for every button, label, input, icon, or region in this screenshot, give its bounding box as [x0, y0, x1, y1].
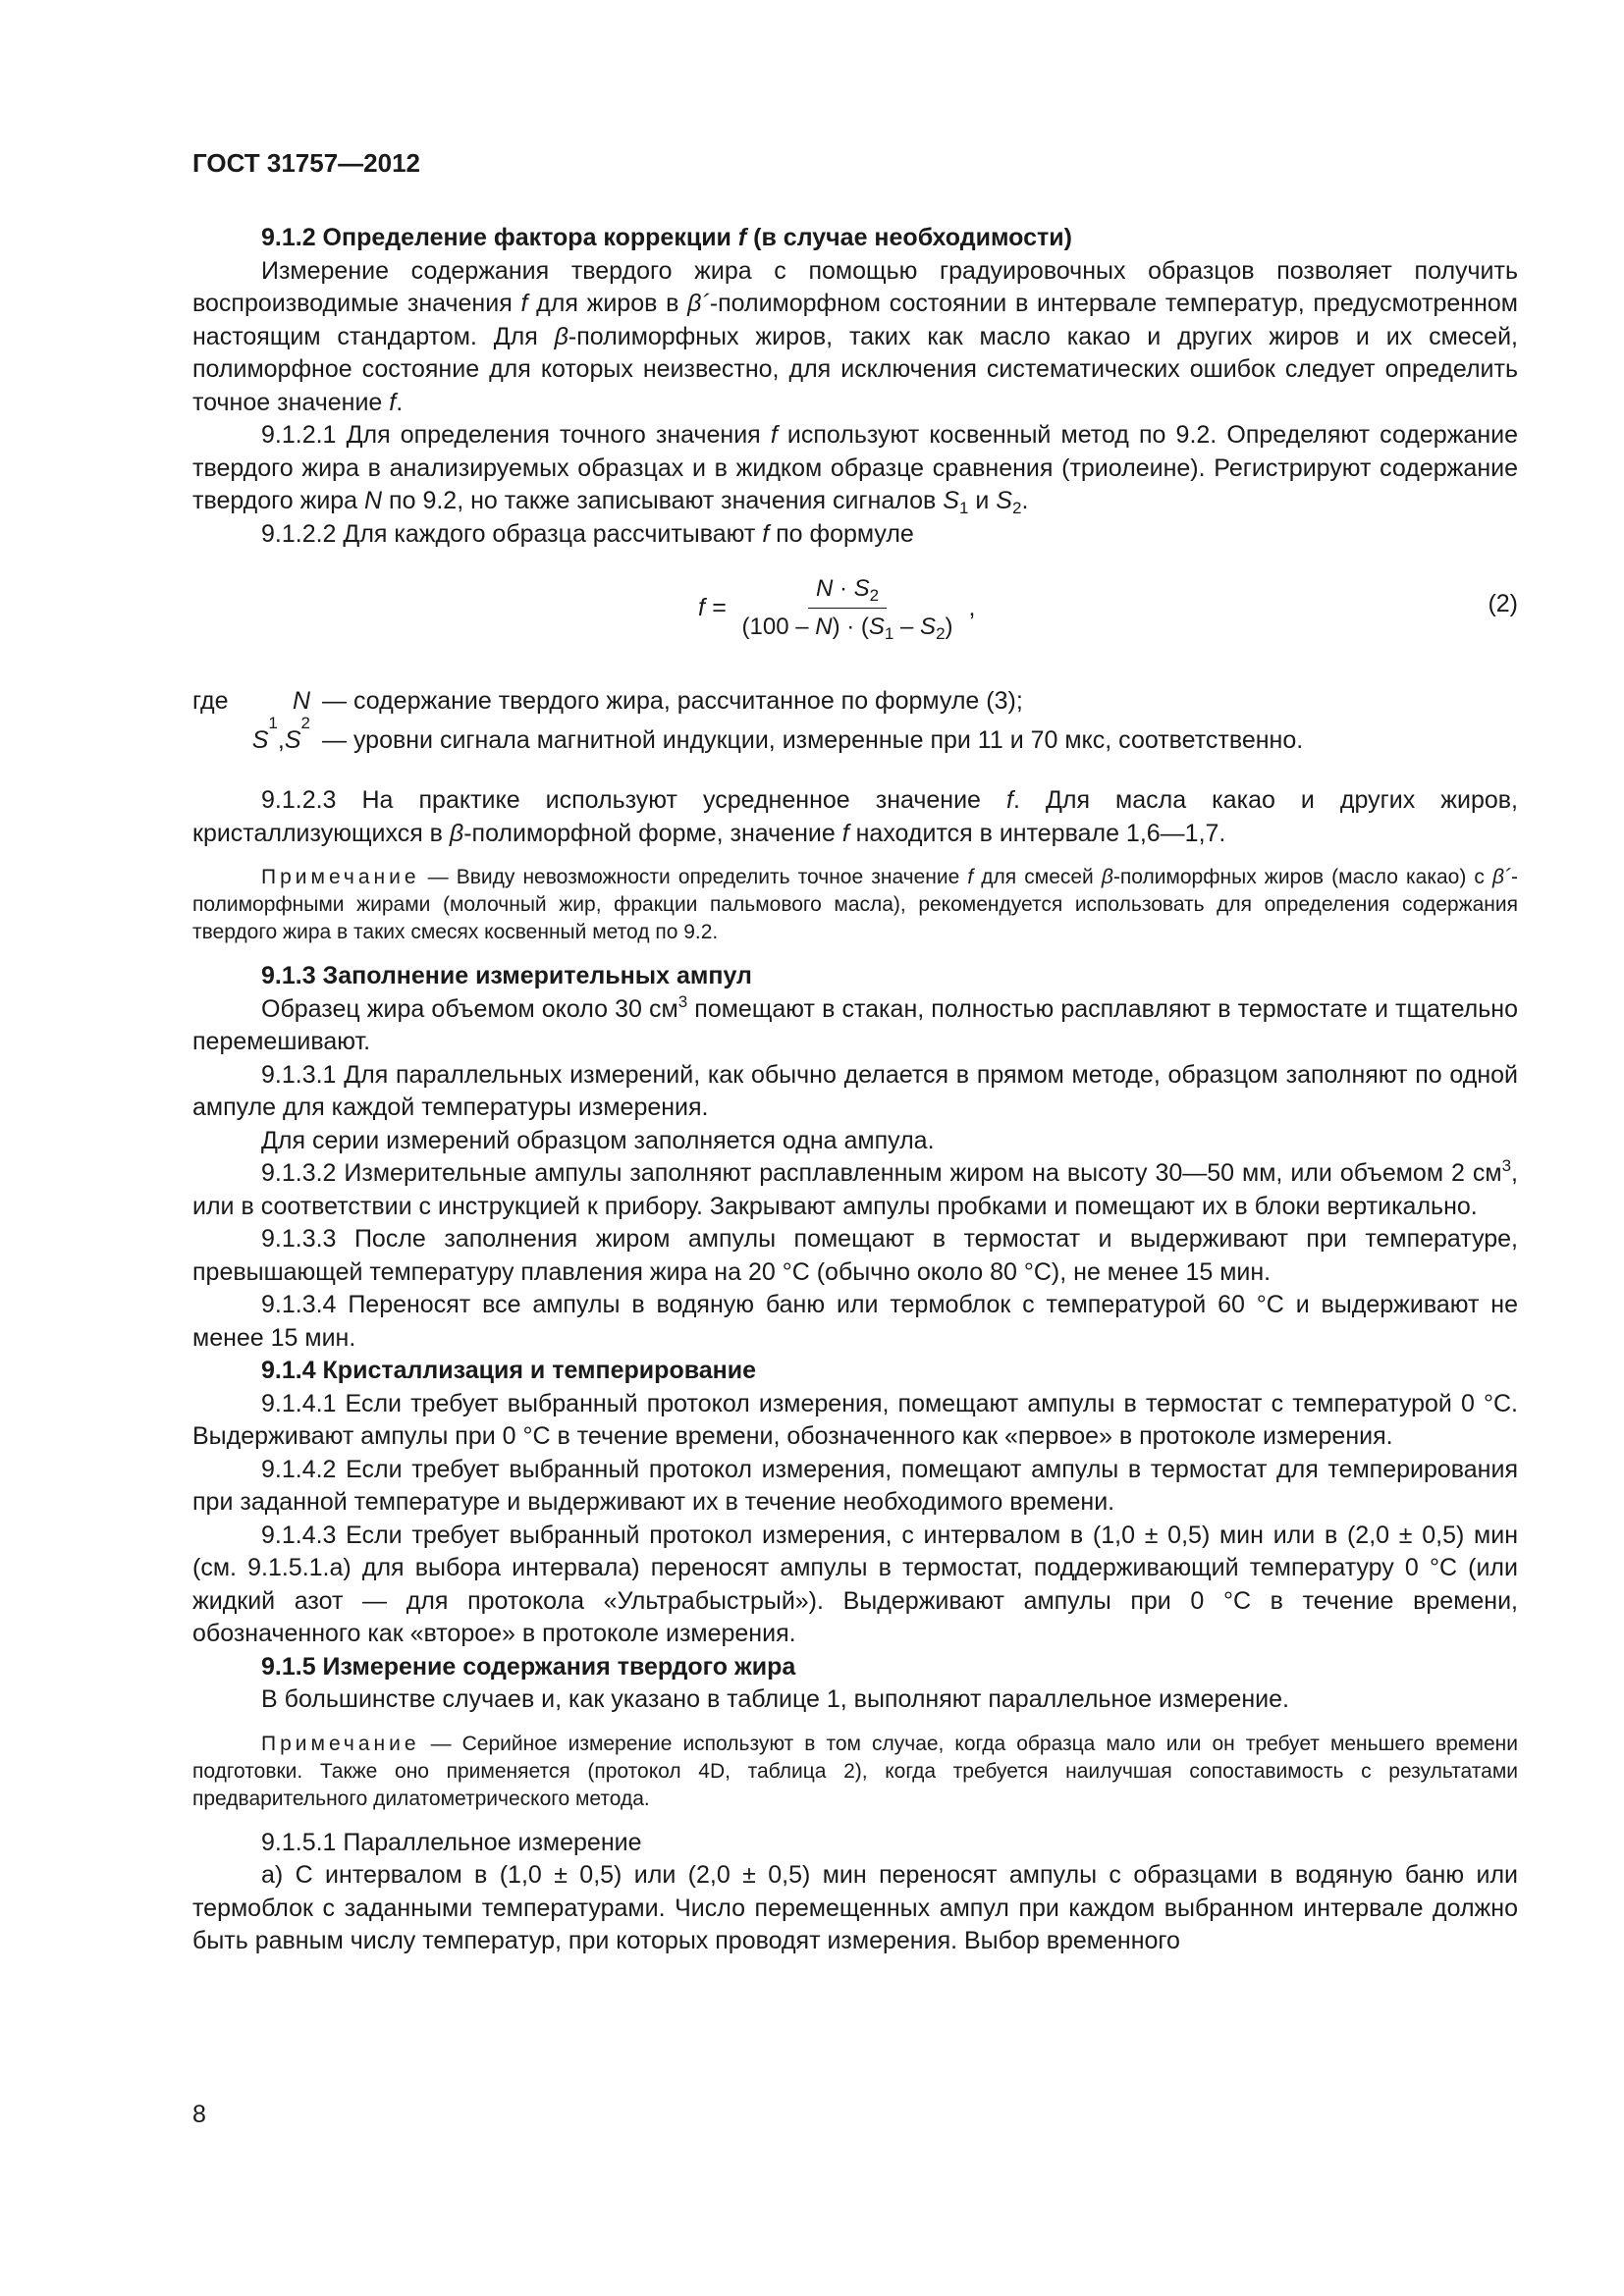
equation-number: (2): [1488, 590, 1518, 617]
definition-text: — уровни сигнала магнитной индукции, измеренные при 11 и 70 мкс, соответственно.: [322, 726, 1304, 754]
definition-text: — содержание твердого жира, рассчитанное по формуле (3);: [322, 687, 1023, 715]
formula-denominator: $(100 - N) \cdot (S_1 - S_2)$: [741, 614, 953, 643]
formula-comma: ,: [968, 594, 976, 621]
note: Примечание — Ввиду невозможности определить точное значение f для смесей β-полиморфных жиров (масло какао) с β´-полиморфными жирами (молочный жир, фракции пальмового масла), рекомендуется использовать для определения содержания твердого жира в таких смесях косвенный метод по 9.2.: [192, 866, 1518, 943]
paragraph: 9.1.4.1 Если требует выбранный протокол измерения, помещают ампулы в термостат с температурой 0 °С. Выдерживают ампулы при 0 °С в течение времени, обозначенного как «первое» в протоколе измерения.: [192, 1389, 1518, 1450]
paragraph: 9.1.4.2 Если требует выбранный протокол измерения, помещают ампулы в термостат для темперирования при заданной температуре и выдерживают их в течение необходимого времени.: [192, 1455, 1518, 1516]
paragraph: 9.1.3.3 После заполнения жиром ампулы помещают в термостат и выдерживают при температуре, превышающей температуру плавления жира на 20 °С (обычно около 80 °С), не менее 15 мин.: [192, 1225, 1518, 1286]
section-heading-9-1-5: 9.1.5 Измерение содержания твердого жира: [261, 1652, 796, 1681]
section-heading-9-1-2: 9.1.2 Определение фактора коррекции f (в случае необходимости): [261, 224, 1072, 251]
paragraph: 9.1.3.2 Измерительные ампулы заполняют расплавленным жиром на высоту 30—50 мм, или объемом 2 $см^3$, или в соответствии с инструкцией к прибору. Закрывают ампулы пробками и помещают их в блоки вертикально.: [192, 1156, 1518, 1220]
definition-symbol: S 1 , S 2: [251, 714, 310, 754]
where-intro: где: [192, 687, 229, 715]
note-label: Примечание: [261, 866, 420, 888]
paragraph: 9.1.4.3 Если требует выбранный протокол измерения, с интервалом в (1,0 ± 0,5) мин или в (2,0 ± 0,5) мин (см. 9.1.5.1.а) для выбора интервала) переносят ампулы в термостат, поддерживающий температуру 0 °С (или жидкий азот — для протокола «Ультрабыстрый»). Выдерживают ампулы при 0 °С в течение времени, обозначенного как «второе» в протоколе измерения.: [192, 1521, 1518, 1647]
paragraph: В большинстве случаев и, как указано в таблице 1, выполняют параллельное измерение.: [261, 1685, 1289, 1713]
document-id: ГОСТ 31757—2012: [192, 148, 420, 178]
paragraph: Для серии измерений образцом заполняется одна ампула.: [261, 1126, 935, 1154]
section-heading-9-1-3: 9.1.3 Заполнение измерительных ампул: [261, 962, 752, 989]
paragraph: 9.1.2.2 Для каждого образца рассчитывают f по формуле: [261, 519, 914, 548]
paragraph: а) С интервалом в (1,0 ± 0,5) или (2,0 ± 0,5) мин переносят ампулы с образцами в водяную баню или термоблок с заданными температурами. Число перемещенных ампул при каждом выбранном интервале должно быть равным числу температур, при которых проводят измерения. Выбор временного: [192, 1861, 1518, 1954]
variable-definitions: [192, 684, 1518, 757]
formula-numerator: $N \cdot S_2$: [808, 574, 887, 609]
paragraph: 9.1.3.4 Переносят все ампулы в водяную баню или термоблок с температурой 60 °С и выдерживают не менее 15 мин.: [192, 1291, 1518, 1352]
formula: [698, 574, 975, 642]
paragraph: Измерение содержания твердого жира с помощью градуировочных образцов позволяет получить воспроизводимые значения f для жиров в β´-полиморфном состоянии в интервале температур, предусмотренном настоящим стандартом. Для β-полиморфных жиров, таких как масло какао и других жиров и их смесей, полиморфное состояние для которых неизвестно, для исключения систематических ошибок следует определить точное значение f.: [192, 256, 1518, 416]
paragraph: Образец жира объемом около 30 $см^3$ помещают в стакан, полностью расплавляют в термостате и тщательно перемешивают.: [192, 991, 1518, 1055]
paragraph: 9.1.2.3 На практике используют усредненное значение f. Для масла какао и других жиров, кристаллизующихся в β-полиморфной форме, значение f находится в интервале 1,6—1,7.: [192, 786, 1518, 847]
note-label: Примечание: [261, 1732, 420, 1755]
formula-lhs: f =: [698, 594, 727, 621]
paragraph: 9.1.2.1 Для определения точного значения f используют косвенный метод по 9.2. Определяют содержание твердого жира в анализируемых образцах и в жидком образце сравнения (триолеине). Регистрируют содержание твердого жира N по 9.2, но также записывают значения сигналов $S_1$ и $S_2$.: [192, 421, 1518, 517]
note: Примечание — Серийное измерение используют в том случае, когда образца мало или он требует меньшего времени подготовки. Также оно применяется (протокол 4D, таблица 2), когда требуется наилучшая сопоставимость с результатами предварительного дилатометрического метода.: [192, 1732, 1518, 1810]
paragraph: 9.1.3.1 Для параллельных измерений, как обычно делается в прямом методе, образцом заполняют по одной ампуле для каждой температуры измерения.: [192, 1060, 1518, 1121]
formula-block: [192, 562, 1518, 661]
section-heading-9-1-4: 9.1.4 Кристаллизация и темперирование: [261, 1357, 757, 1384]
formula-fraction: [734, 574, 961, 642]
definition-symbol: N: [292, 687, 310, 715]
page-number: 8: [192, 2101, 206, 2128]
paragraph: 9.1.5.1 Параллельное измерение: [261, 1828, 642, 1856]
definition-row: [192, 684, 1518, 718]
definition-row: [192, 714, 1518, 757]
document-page: [192, 147, 1518, 1958]
